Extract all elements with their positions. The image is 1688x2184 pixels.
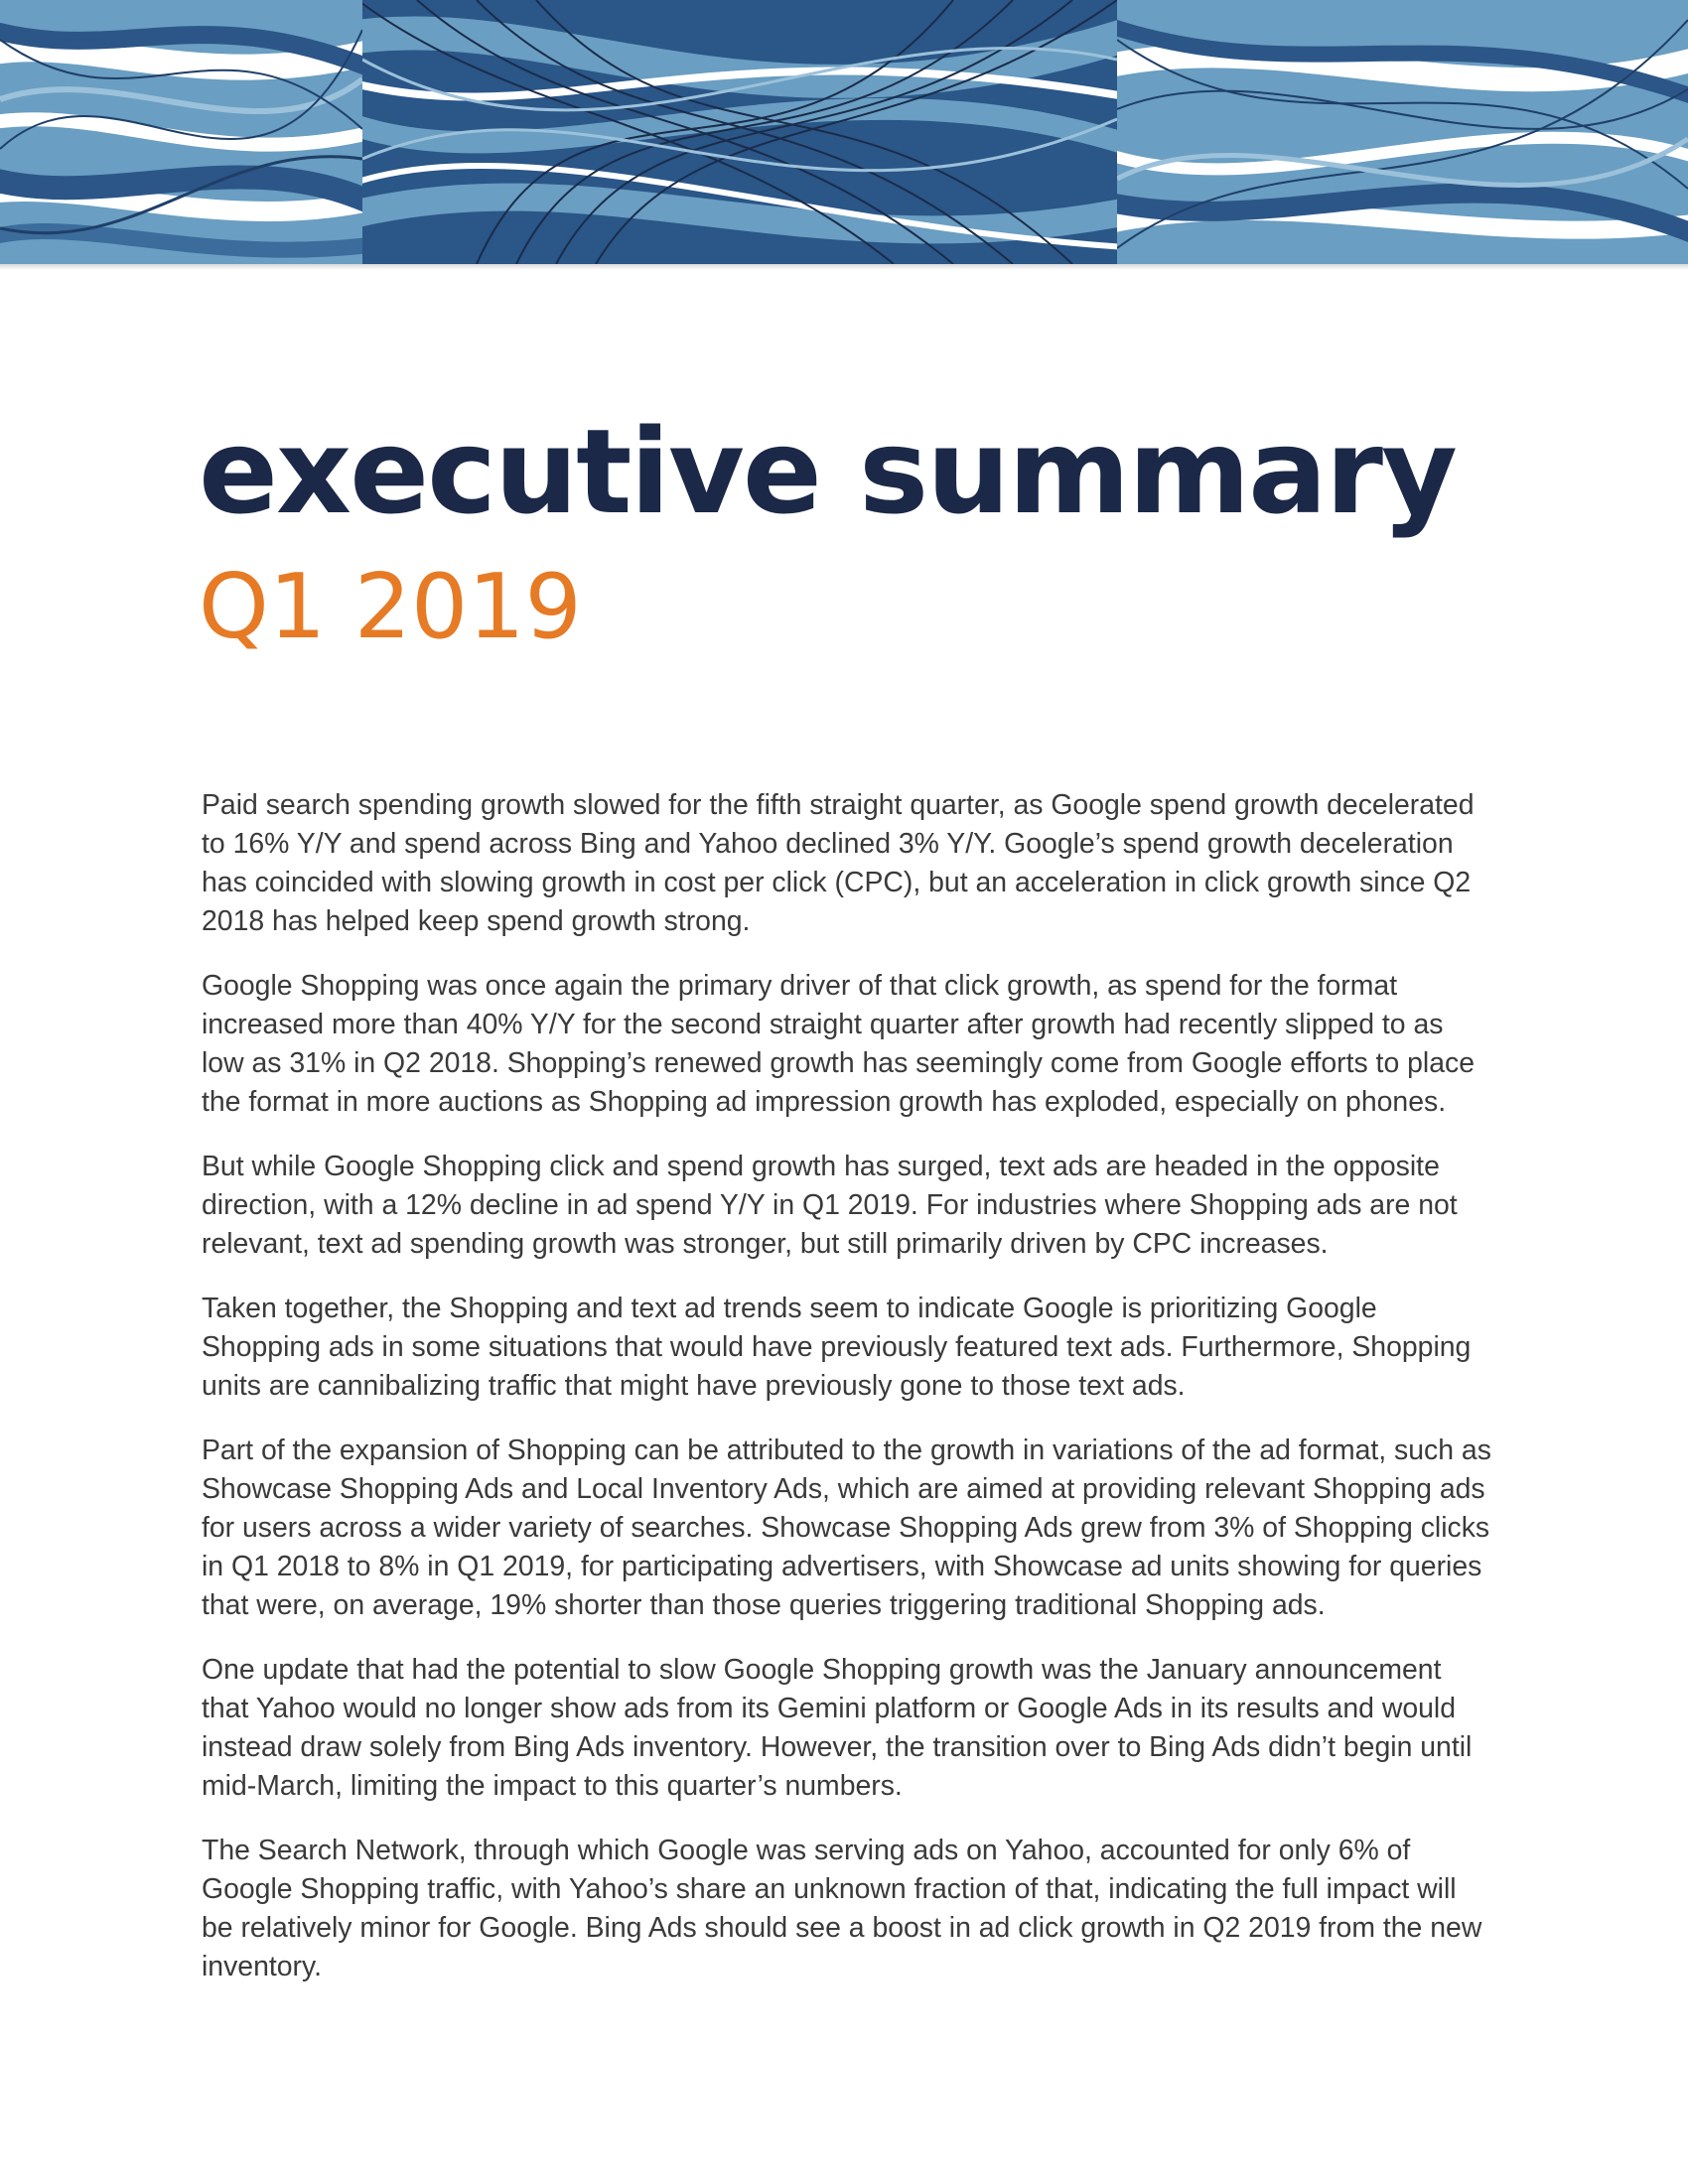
decorative-wave-pattern bbox=[0, 0, 1688, 264]
banner-shadow bbox=[0, 264, 1688, 270]
paragraph: Taken together, the Shopping and text ad trends seem to indicate Google is prioritizing Google Shopping ads in some situations that would have previously featured text ads. Furthermore, Shopping units are cannibalizing traffic that might have previously gone to those text ads. bbox=[202, 1293, 1472, 1402]
paragraph: The Search Network, through which Google was serving ads on Yahoo, accounted for only 6% of Google Shopping traffic, with Yahoo’s share an unknown fraction of that, indicating the full impact will be relatively minor for Google. Bing Ads should see a boost in ad click growth in Q2 2019 from the new inventory. bbox=[202, 1835, 1482, 1982]
paragraph: Google Shopping was once again the primary driver of that click growth, as spend for the format increased more than 40% Y/Y for the second straight quarter after growth had recently slipped to as low as 31% in Q2 2018. Shopping’s renewed growth has seemingly come from Google efforts to place the format in more auctions as Shopping ad impression growth has exploded, especially on phones. bbox=[202, 970, 1475, 1118]
paragraph: But while Google Shopping click and spend growth has surged, text ads are headed in the opposite direction, with a 12% decline in ad spend Y/Y in Q1 2019. For industries where Shopping ads are not relevant, text ad spending growth was stronger, but still primarily driven by CPC increases. bbox=[202, 1151, 1458, 1260]
paragraph: Part of the expansion of Shopping can be attributed to the growth in variations of the ad format, such as Showcase Shopping Ads and Local Inventory Ads, which are aimed at providing relevant Shopping ads for users across a wider variety of searches. Showcase Shopping Ads grew from 3% of Shopping clicks in Q1 2018 to 8% in Q1 2019, for participating advertisers, with Showcase ad units showing for queries that were, on average, 19% shorter than those queries triggering traditional Shopping ads. bbox=[202, 1434, 1491, 1621]
header-banner bbox=[0, 0, 1688, 264]
summary-body bbox=[202, 786, 1492, 2012]
page-subtitle: Q1 2019 bbox=[199, 555, 582, 659]
paragraph: Paid search spending growth slowed for the fifth straight quarter, as Google spend growth decelerated to 16% Y/Y and spend across Bing and Yahoo declined 3% Y/Y. Google’s spend growth deceleration has coincided with slowing growth in cost per click (CPC), but an acceleration in click growth since Q2 2018 has helped keep spend growth strong. bbox=[202, 789, 1475, 937]
paragraph: One update that had the potential to slow Google Shopping growth was the January announcement that Yahoo would no longer show ads from its Gemini platform or Google Ads in its results and would instead draw solely from Bing Ads inventory. However, the transition over to Bing Ads didn’t begin until mid-March, limiting the impact to this quarter’s numbers. bbox=[202, 1654, 1473, 1802]
page-title: executive summary bbox=[199, 403, 1456, 540]
